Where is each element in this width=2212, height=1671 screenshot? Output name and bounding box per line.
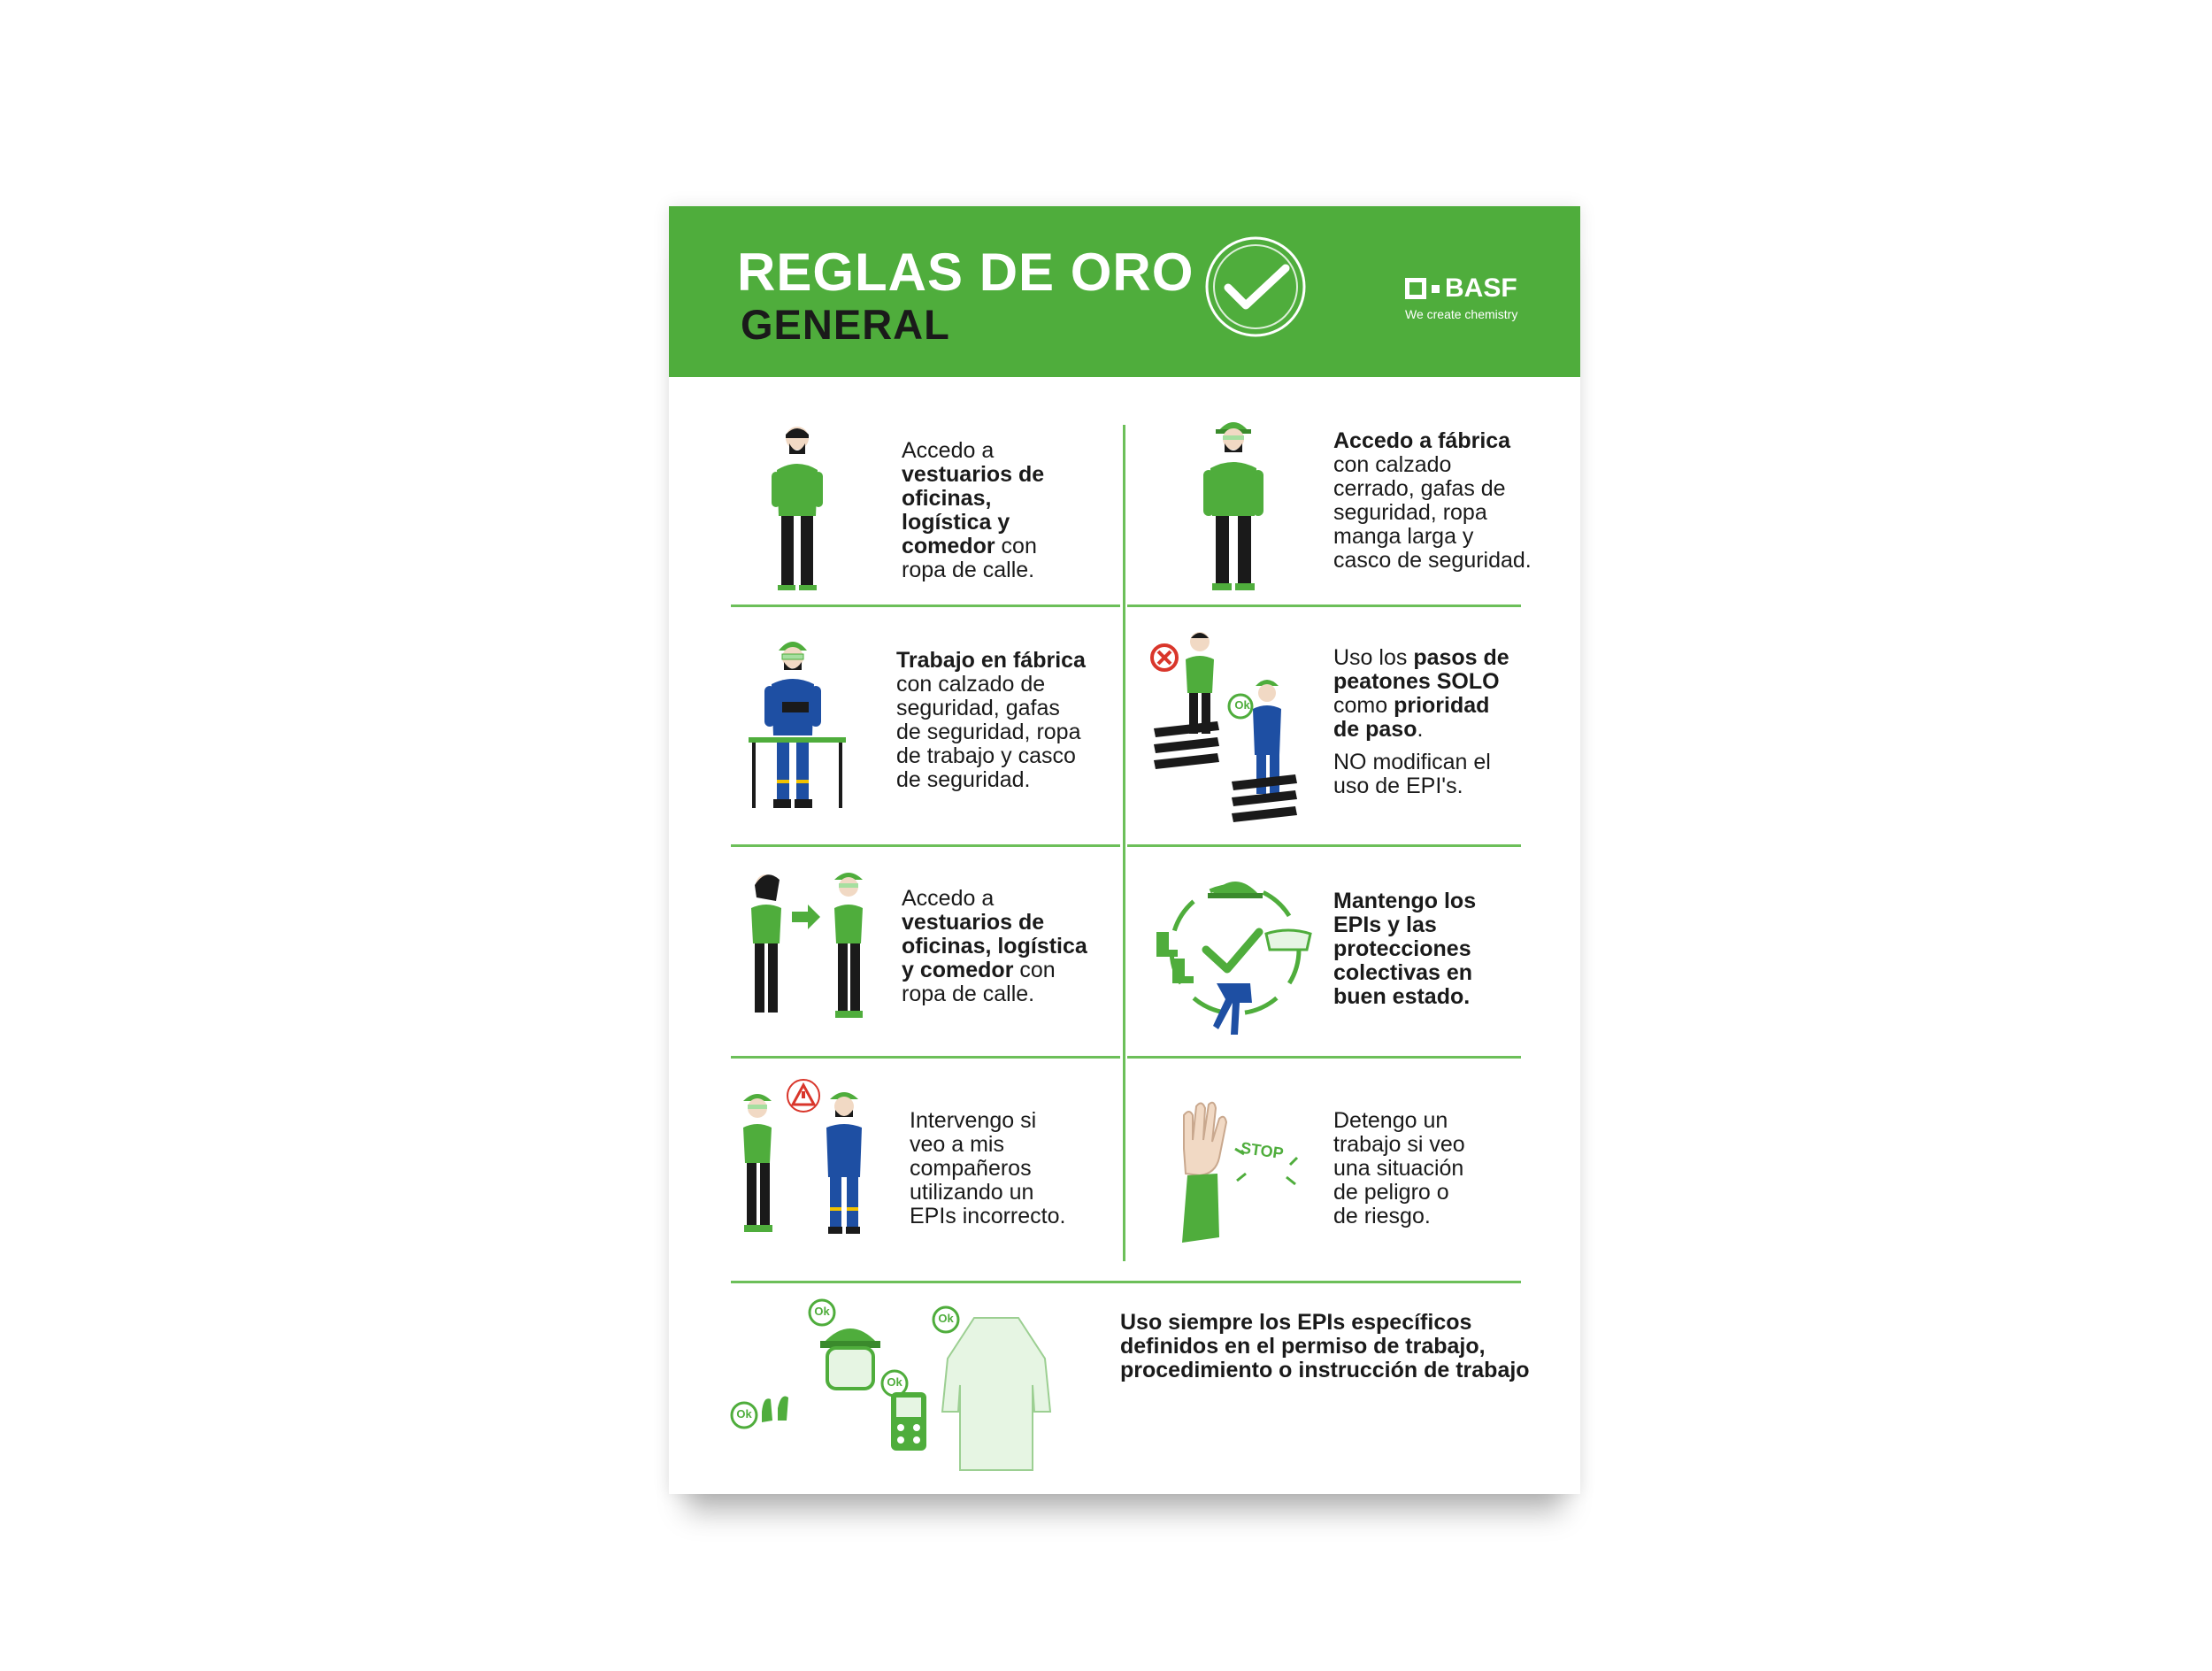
rule-line bbox=[910, 1181, 1065, 1205]
rule-plain-text: . bbox=[1417, 717, 1424, 742]
rule-plain-text: Detengo un bbox=[1333, 1108, 1448, 1133]
logo-dot-icon bbox=[1432, 285, 1440, 293]
rule-line bbox=[1333, 937, 1476, 961]
rule-plain-text: de seguridad, ropa bbox=[896, 720, 1081, 744]
rule-plain-text: veo a mis bbox=[910, 1132, 1004, 1157]
pedestrian-crossing-illustration-icon bbox=[1147, 622, 1324, 826]
rule-line bbox=[902, 439, 1044, 463]
rule-line bbox=[1333, 751, 1509, 774]
ok-badge-label: Ok bbox=[736, 1407, 752, 1421]
rule-line bbox=[902, 959, 1087, 982]
rule-plain-text: de peligro o bbox=[1333, 1180, 1449, 1205]
row-divider bbox=[1127, 844, 1521, 847]
rule-line bbox=[1333, 1181, 1465, 1205]
rule-bold-text: buen estado. bbox=[1333, 984, 1471, 1009]
rule-line bbox=[1333, 525, 1532, 549]
rule-line bbox=[1333, 694, 1509, 718]
rule-bold-text: prioridad bbox=[1394, 693, 1490, 718]
stop-hand-illustration-icon bbox=[1173, 1096, 1306, 1246]
rule-text bbox=[896, 649, 1086, 792]
row-divider bbox=[731, 844, 1120, 847]
column-divider bbox=[1123, 425, 1125, 1261]
rule-line bbox=[1333, 501, 1532, 525]
row-divider bbox=[731, 604, 1120, 607]
rule-plain-text: Accedo a bbox=[902, 438, 995, 463]
ppe-maintenance-illustration-icon bbox=[1151, 861, 1319, 1038]
changing-room-illustration-icon bbox=[735, 866, 886, 1025]
rule-line bbox=[1333, 718, 1509, 742]
rule-plain-text: de seguridad. bbox=[896, 767, 1031, 792]
rule-plain-text: casco de seguridad. bbox=[1333, 548, 1532, 573]
rule-line bbox=[1333, 1133, 1465, 1157]
intervene-illustration-icon bbox=[731, 1078, 890, 1237]
rule-plain-text: NO modifican el bbox=[1333, 750, 1491, 774]
rule-plain-text: una situación bbox=[1333, 1156, 1464, 1181]
rule-line bbox=[896, 673, 1086, 697]
rule-line bbox=[902, 511, 1044, 535]
rule-text bbox=[1333, 1109, 1465, 1228]
rule-line bbox=[896, 697, 1086, 720]
rule-bold-text: protecciones bbox=[1333, 936, 1471, 961]
checkmark-badge-icon bbox=[1202, 233, 1310, 341]
rule-plain-text: seguridad, gafas bbox=[896, 696, 1060, 720]
rule-text bbox=[910, 1109, 1065, 1228]
rule-line bbox=[896, 649, 1086, 673]
rule-line bbox=[1333, 429, 1532, 453]
rule-plain-text: ropa de calle. bbox=[902, 558, 1035, 582]
rule-line bbox=[1333, 913, 1476, 937]
rule-bold-text: de paso bbox=[1333, 717, 1417, 742]
rule-line bbox=[910, 1205, 1065, 1228]
row-divider bbox=[731, 1056, 1120, 1059]
row-divider bbox=[1127, 1056, 1521, 1059]
rule-line bbox=[896, 744, 1086, 768]
rule-line bbox=[902, 887, 1087, 911]
rule-plain-text: ropa de calle. bbox=[902, 982, 1035, 1006]
rule-line bbox=[1333, 985, 1476, 1009]
rule-text bbox=[1333, 889, 1476, 1009]
basf-logo bbox=[1405, 273, 1547, 321]
rule-plain-text: Uso los bbox=[1333, 645, 1414, 670]
ok-badge-label: Ok bbox=[938, 1312, 954, 1325]
office-worker-illustration-icon bbox=[757, 419, 837, 596]
poster-title: REGLAS DE ORO bbox=[737, 243, 1194, 302]
rule-bold-text: oficinas, logística bbox=[902, 934, 1087, 959]
rule-text bbox=[1333, 429, 1532, 573]
rule-bold-text: logística y bbox=[902, 510, 1010, 535]
rule-plain-text: trabajo si veo bbox=[1333, 1132, 1465, 1157]
rule-line bbox=[902, 487, 1044, 511]
rule-bold-text: oficinas, bbox=[902, 486, 992, 511]
rule-line bbox=[1333, 453, 1532, 477]
rule-bold-text: colectivas en bbox=[1333, 960, 1473, 985]
rule-plain-text: de trabajo y casco bbox=[896, 743, 1076, 768]
rule-bold-text: Mantengo los bbox=[1333, 889, 1477, 913]
rule-plain-text: de riesgo. bbox=[1333, 1204, 1431, 1228]
rule-line bbox=[1333, 646, 1509, 670]
rule-bold-text: y comedor bbox=[902, 958, 1014, 982]
rule-line bbox=[902, 535, 1044, 558]
rule-text bbox=[902, 439, 1044, 582]
rule-plain-text: cerrado, gafas de bbox=[1333, 476, 1506, 501]
rule-plain-text: manga larga y bbox=[1333, 524, 1474, 549]
ok-badge-label: Ok bbox=[887, 1375, 902, 1389]
rule-plain-text: con bbox=[995, 534, 1037, 558]
rule-line bbox=[896, 720, 1086, 744]
brand-name: BASF bbox=[1445, 273, 1517, 303]
row-divider bbox=[731, 1281, 1521, 1283]
poster bbox=[669, 206, 1580, 1494]
stop-label: STOP bbox=[1239, 1138, 1285, 1163]
rule-plain-text: EPIs incorrecto. bbox=[910, 1204, 1066, 1228]
rule-text bbox=[1333, 646, 1509, 798]
bottom-rule-text: Uso siempre los EPIs específicos definidos en el permiso de trabajo, procedimiento o instrucción de trabajo bbox=[1120, 1310, 1530, 1382]
rule-plain-text: como bbox=[1333, 693, 1394, 718]
rule-line bbox=[1333, 774, 1509, 798]
rule-bold-text: Accedo a fábrica bbox=[1333, 428, 1511, 453]
rule-line bbox=[910, 1133, 1065, 1157]
factory-access-illustration-icon bbox=[1189, 410, 1278, 596]
rule-plain-text: uso de EPI's. bbox=[1333, 774, 1463, 798]
rule-line bbox=[902, 463, 1044, 487]
logo-square-icon bbox=[1405, 278, 1426, 299]
rule-plain-text: Accedo a bbox=[902, 886, 995, 911]
rule-line bbox=[896, 768, 1086, 792]
rule-bold-text: vestuarios de bbox=[902, 462, 1045, 487]
row-divider bbox=[1127, 604, 1521, 607]
factory-worker-illustration-icon bbox=[747, 631, 849, 812]
rule-line bbox=[910, 1109, 1065, 1133]
rule-line bbox=[1333, 670, 1509, 694]
rule-bold-text: comedor bbox=[902, 534, 995, 558]
rule-bold-text: pasos de bbox=[1413, 645, 1509, 670]
rule-plain-text: compañeros bbox=[910, 1156, 1032, 1181]
rule-plain-text: seguridad, ropa bbox=[1333, 500, 1487, 525]
rule-line bbox=[902, 558, 1044, 582]
rule-line bbox=[902, 935, 1087, 959]
rule-bold-text: Trabajo en fábrica bbox=[896, 648, 1086, 673]
rule-line bbox=[1333, 961, 1476, 985]
rule-line bbox=[1333, 1109, 1465, 1133]
rule-plain-text: utilizando un bbox=[910, 1180, 1034, 1205]
rule-line bbox=[1333, 889, 1476, 913]
rule-plain-text: con calzado bbox=[1333, 452, 1452, 477]
ok-badge-label: Ok bbox=[1234, 698, 1250, 712]
rule-bold-text: vestuarios de bbox=[902, 910, 1045, 935]
rule-plain-text: Intervengo si bbox=[910, 1108, 1037, 1133]
poster-header bbox=[669, 206, 1580, 377]
rule-bold-text: EPIs y las bbox=[1333, 913, 1437, 937]
poster-subtitle: GENERAL bbox=[741, 301, 950, 348]
rule-line bbox=[1333, 1205, 1465, 1228]
rule-line bbox=[902, 911, 1087, 935]
ok-badge-label: Ok bbox=[814, 1305, 830, 1318]
rule-line bbox=[1333, 477, 1532, 501]
rule-plain-text: con bbox=[1013, 958, 1056, 982]
rule-line bbox=[1333, 549, 1532, 573]
rule-line bbox=[910, 1157, 1065, 1181]
rule-line bbox=[902, 982, 1087, 1006]
rule-plain-text: con calzado de bbox=[896, 672, 1046, 697]
specific-ppe-illustration-icon bbox=[726, 1297, 1098, 1474]
rule-bold-text: peatones SOLO bbox=[1333, 669, 1500, 694]
rule-line bbox=[1333, 1157, 1465, 1181]
brand-tagline: We create chemistry bbox=[1405, 307, 1518, 321]
rule-text bbox=[902, 887, 1087, 1006]
